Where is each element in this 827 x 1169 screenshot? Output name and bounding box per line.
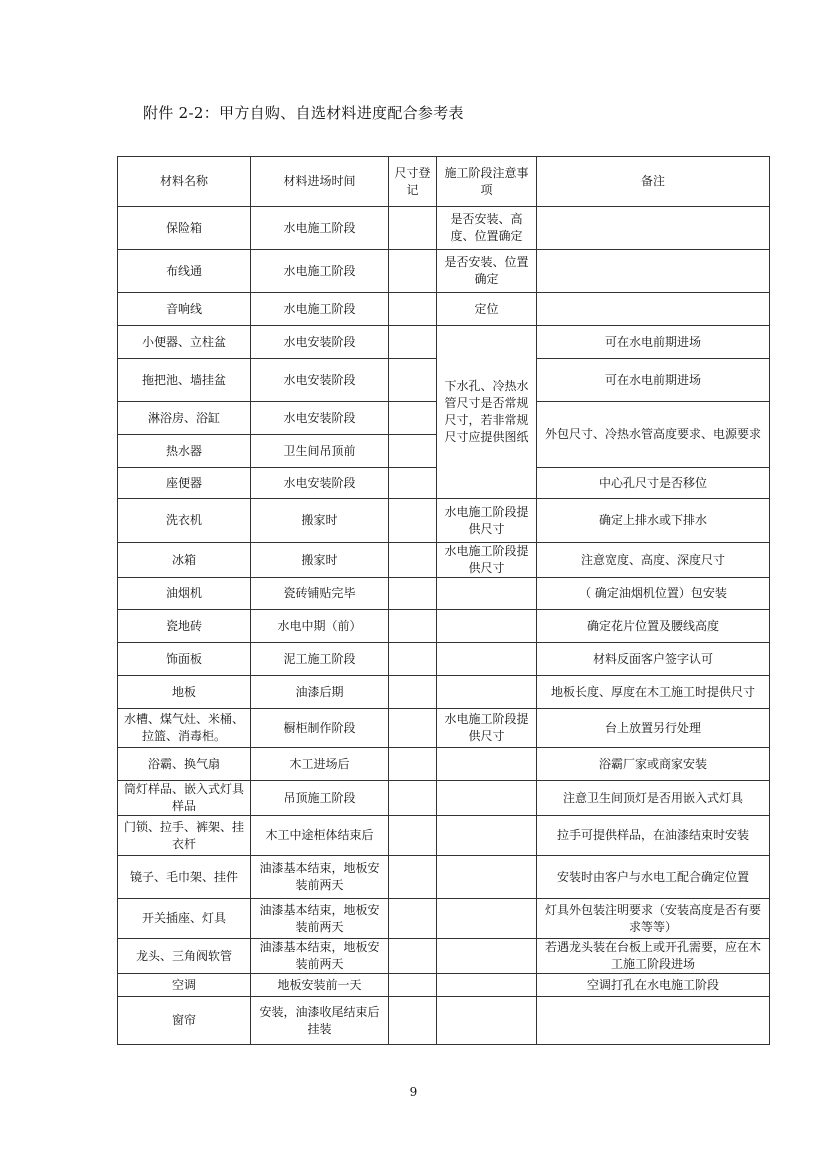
- material-name: 洗衣机: [118, 499, 251, 543]
- header-size: 尺寸登记: [389, 157, 437, 207]
- remark: [537, 997, 770, 1045]
- arrival-time: 水电安装阶段: [251, 359, 389, 402]
- materials-table: [117, 156, 770, 1045]
- material-name: 镜子、毛巾架、挂件: [118, 856, 251, 899]
- material-name: 冰箱: [118, 543, 251, 578]
- arrival-time: 油漆基本结束，地板安装前两天: [251, 899, 389, 939]
- arrival-time: 地板安装前一天: [251, 974, 389, 997]
- material-name: 油烟机: [118, 578, 251, 610]
- arrival-time: 木工进场后: [251, 748, 389, 781]
- stage-note: [437, 939, 537, 974]
- arrival-time: 油漆后期: [251, 676, 389, 709]
- remark: 注意卫生间顶灯是否用嵌入式灯具: [537, 781, 770, 816]
- size-cell: [389, 293, 437, 326]
- remark: [537, 207, 770, 250]
- stage-note: [437, 997, 537, 1045]
- size-cell: [389, 899, 437, 939]
- remark: 地板长度、厚度在木工施工时提供尺寸: [537, 676, 770, 709]
- size-cell: [389, 578, 437, 610]
- stage-note: [437, 856, 537, 899]
- stage-note: 下水孔、冷热水管尺寸是否常规尺寸，若非常规尺寸应提供图纸: [437, 326, 537, 499]
- arrival-time: 水电安装阶段: [251, 326, 389, 359]
- size-cell: [389, 359, 437, 402]
- page-number: 9: [409, 1085, 418, 1099]
- size-cell: [389, 974, 437, 997]
- material-name: 饰面板: [118, 643, 251, 676]
- stage-note: 水电施工阶段提供尺寸: [437, 709, 537, 748]
- material-name: 保险箱: [118, 207, 251, 250]
- table-row: [118, 578, 770, 610]
- table-row: [118, 748, 770, 781]
- material-name: 空调: [118, 974, 251, 997]
- page-title: 附件 2-2：甲方自购、自选材料进度配合参考表: [143, 104, 464, 122]
- material-name: 音响线: [118, 293, 251, 326]
- arrival-time: 油漆基本结束，地板安装前两天: [251, 856, 389, 899]
- remark: 拉手可提供样品，在油漆结束时安装: [537, 816, 770, 856]
- remark: [537, 293, 770, 326]
- material-name: 布线通: [118, 250, 251, 293]
- arrival-time: 水电中期（前）: [251, 610, 389, 643]
- size-cell: [389, 939, 437, 974]
- stage-note: 水电施工阶段提供尺寸: [437, 543, 537, 578]
- table-row: [118, 610, 770, 643]
- remark: 台上放置另行处理: [537, 709, 770, 748]
- arrival-time: 水电施工阶段: [251, 207, 389, 250]
- size-cell: [389, 326, 437, 359]
- material-name: 瓷地砖: [118, 610, 251, 643]
- remark: 可在水电前期进场: [537, 359, 770, 402]
- arrival-time: 搬家时: [251, 543, 389, 578]
- material-name: 门锁、拉手、裤架、挂衣杆: [118, 816, 251, 856]
- arrival-time: 安装，油漆收尾结束后挂装: [251, 997, 389, 1045]
- remark: [537, 250, 770, 293]
- material-name: 筒灯样品、嵌入式灯具样品: [118, 781, 251, 816]
- table-row: [118, 781, 770, 816]
- remark: 中心孔尺寸是否移位: [537, 468, 770, 499]
- table-row: [118, 499, 770, 543]
- arrival-time: 橱柜制作阶段: [251, 709, 389, 748]
- size-cell: [389, 856, 437, 899]
- table-row: [118, 816, 770, 856]
- size-cell: [389, 676, 437, 709]
- stage-note: [437, 676, 537, 709]
- material-name: 水槽、煤气灶、米桶、拉篮、消毒柜。: [118, 709, 251, 748]
- remark: 确定上排水或下排水: [537, 499, 770, 543]
- table-row: [118, 643, 770, 676]
- stage-note: 是否安装、高度、位置确定: [437, 207, 537, 250]
- material-name: 拖把池、墙挂盆: [118, 359, 251, 402]
- remark: 注意宽度、高度、深度尺寸: [537, 543, 770, 578]
- size-cell: [389, 816, 437, 856]
- stage-note: [437, 974, 537, 997]
- material-name: 小便器、立柱盆: [118, 326, 251, 359]
- stage-note: [437, 748, 537, 781]
- remark: 材料反面客户签字认可: [537, 643, 770, 676]
- size-cell: [389, 402, 437, 435]
- table-row: [118, 974, 770, 997]
- table-row: [118, 250, 770, 293]
- arrival-time: 泥工施工阶段: [251, 643, 389, 676]
- table-row: [118, 543, 770, 578]
- table-row: [118, 326, 770, 359]
- stage-note: [437, 816, 537, 856]
- stage-note: [437, 899, 537, 939]
- material-name: 开关插座、灯具: [118, 899, 251, 939]
- stage-note: [437, 781, 537, 816]
- remark: 安装时由客户与水电工配合确定位置: [537, 856, 770, 899]
- size-cell: [389, 643, 437, 676]
- material-name: 窗帘: [118, 997, 251, 1045]
- stage-note: 水电施工阶段提供尺寸: [437, 499, 537, 543]
- arrival-time: 搬家时: [251, 499, 389, 543]
- size-cell: [389, 610, 437, 643]
- arrival-time: 水电安装阶段: [251, 468, 389, 499]
- remark: 确定花片位置及腰线高度: [537, 610, 770, 643]
- size-cell: [389, 468, 437, 499]
- table-row: [118, 293, 770, 326]
- material-name: 热水器: [118, 435, 251, 468]
- arrival-time: 瓷砖铺贴完毕: [251, 578, 389, 610]
- arrival-time: 水电施工阶段: [251, 250, 389, 293]
- arrival-time: 水电施工阶段: [251, 293, 389, 326]
- size-cell: [389, 781, 437, 816]
- size-cell: [389, 207, 437, 250]
- material-name: 座便器: [118, 468, 251, 499]
- table-row: [118, 997, 770, 1045]
- stage-note: [437, 578, 537, 610]
- stage-note: 是否安装、位置确定: [437, 250, 537, 293]
- material-name: 地板: [118, 676, 251, 709]
- table-row: [118, 676, 770, 709]
- remark: 可在水电前期进场: [537, 326, 770, 359]
- stage-note: 定位: [437, 293, 537, 326]
- header-stage: 施工阶段注意事项: [437, 157, 537, 207]
- stage-note: [437, 610, 537, 643]
- remark: 若遇龙头装在台板上或开孔需要，应在木工施工阶段进场: [537, 939, 770, 974]
- remark: 浴霸厂家或商家安装: [537, 748, 770, 781]
- table-row: [118, 856, 770, 899]
- size-cell: [389, 543, 437, 578]
- size-cell: [389, 435, 437, 468]
- remark: 外包尺寸、冷热水管高度要求、电源要求: [537, 402, 770, 468]
- size-cell: [389, 499, 437, 543]
- table-row: [118, 939, 770, 974]
- size-cell: [389, 748, 437, 781]
- material-name: 淋浴房、浴缸: [118, 402, 251, 435]
- arrival-time: 木工中途柜体结束后: [251, 816, 389, 856]
- size-cell: [389, 997, 437, 1045]
- remark: 空调打孔在水电施工阶段: [537, 974, 770, 997]
- size-cell: [389, 709, 437, 748]
- header-time: 材料进场时间: [251, 157, 389, 207]
- arrival-time: 水电安装阶段: [251, 402, 389, 435]
- table-row: [118, 207, 770, 250]
- table-row: [118, 899, 770, 939]
- material-name: 龙头、三角阀软管: [118, 939, 251, 974]
- header-note: 备注: [537, 157, 770, 207]
- header-name: 材料名称: [118, 157, 251, 207]
- size-cell: [389, 250, 437, 293]
- table-row: [118, 709, 770, 748]
- stage-note: [437, 643, 537, 676]
- material-name: 浴霸、换气扇: [118, 748, 251, 781]
- arrival-time: 油漆基本结束，地板安装前两天: [251, 939, 389, 974]
- table-header-row: [118, 157, 770, 207]
- arrival-time: 卫生间吊顶前: [251, 435, 389, 468]
- remark: 灯具外包装注明要求（安装高度是否有要求等等）: [537, 899, 770, 939]
- remark: （ 确定油烟机位置）包安装: [537, 578, 770, 610]
- arrival-time: 吊顶施工阶段: [251, 781, 389, 816]
